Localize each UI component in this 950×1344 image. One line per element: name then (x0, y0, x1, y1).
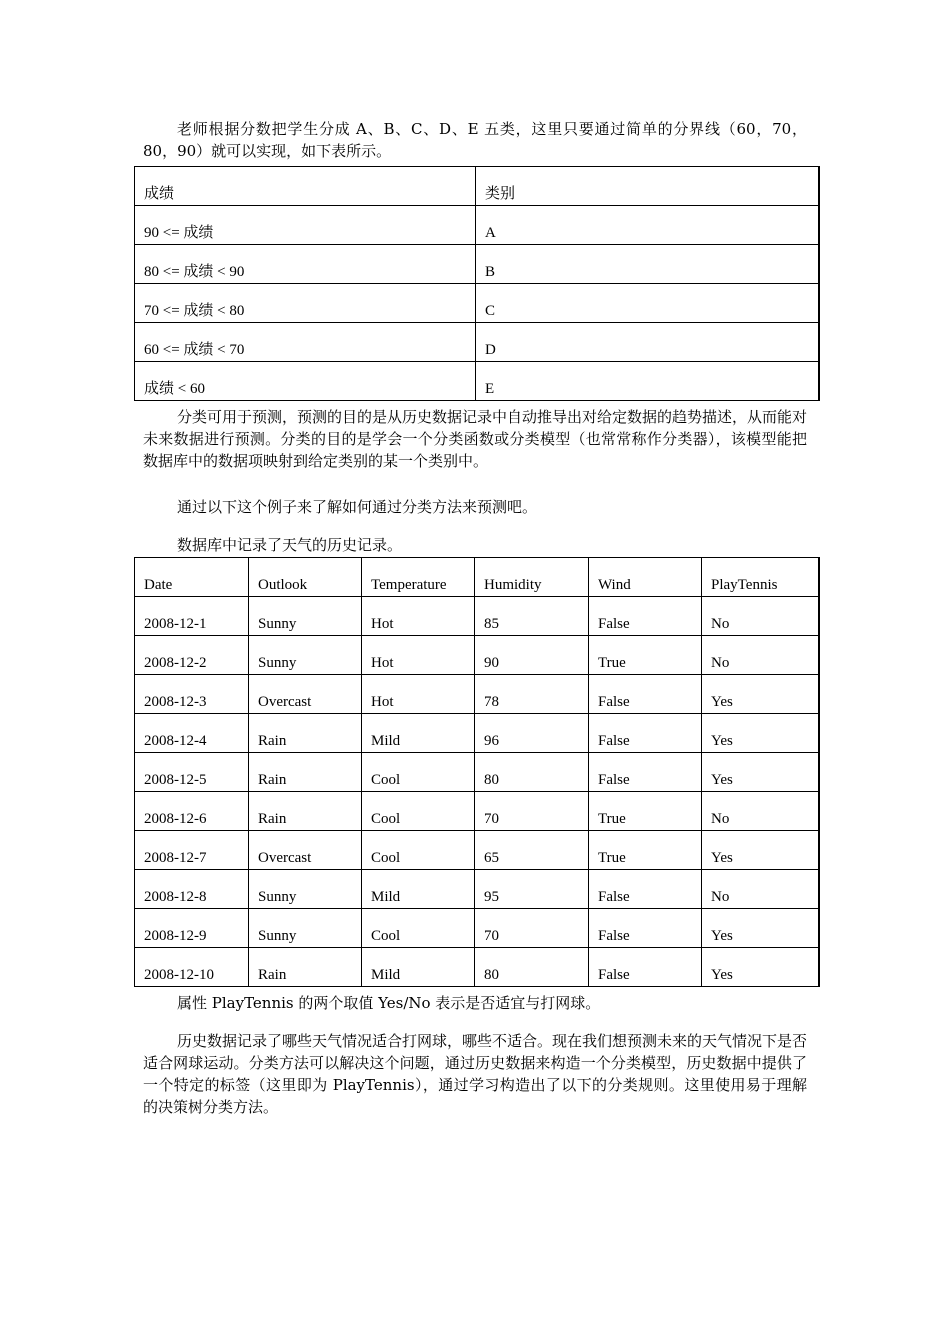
table-cell: 70 <= 成绩 < 80 (135, 284, 476, 323)
table-cell: 2008-12-9 (135, 909, 249, 948)
table-cell: 2008-12-5 (135, 753, 249, 792)
table-cell: 60 <= 成绩 < 70 (135, 323, 476, 362)
table-cell: 70 (475, 792, 589, 831)
table-row (135, 714, 819, 753)
table-cell: 2008-12-1 (135, 597, 249, 636)
intro-paragraph: 老师根据分数把学生分成 A、B、C、D、E 五类，这里只要通过简单的分界线（60，70，80，90）就可以实现，如下表所示。 (143, 120, 807, 160)
table-row (135, 362, 819, 401)
grade-classification-table (134, 166, 820, 401)
table-cell: 2008-12-4 (135, 714, 249, 753)
table-cell: 2008-12-7 (135, 831, 249, 870)
table-cell: 80 (475, 948, 589, 987)
table-cell: Cool (362, 792, 475, 831)
table-cell: False (589, 870, 702, 909)
table-cell: 80 (475, 753, 589, 792)
table-cell: False (589, 948, 702, 987)
table-cell: Yes (702, 675, 819, 714)
table-row (135, 245, 819, 284)
table-cell: Hot (362, 675, 475, 714)
header-cell-wind: Wind (589, 558, 702, 597)
header-cell-date: Date (135, 558, 249, 597)
table-cell: 2008-12-3 (135, 675, 249, 714)
table-row (135, 792, 819, 831)
table-cell: Sunny (249, 909, 362, 948)
table-cell: Mild (362, 870, 475, 909)
classification-paragraph: 分类可用于预测，预测的目的是从历史数据记录中自动推导出对给定数据的趋势描述，从而能对未来数据进行预测。分类的目的是学会一个分类函数或分类模型（也常常称作分类器），该模型能把数据库中的数据项映射到给定类别的某一个类别中。 (143, 408, 808, 470)
table-row (135, 753, 819, 792)
header-cell-humidity: Humidity (475, 558, 589, 597)
table-row (135, 206, 819, 245)
table-cell: 80 <= 成绩 < 90 (135, 245, 476, 284)
table-cell: Rain (249, 714, 362, 753)
table-header-row (135, 167, 819, 206)
attribute-paragraph: 属性 PlayTennis 的两个取值 Yes/No 表示是否适宜与打网球。 (177, 994, 601, 1012)
table-cell: True (589, 636, 702, 675)
table-cell: 成绩 < 60 (135, 362, 476, 401)
table-cell: False (589, 714, 702, 753)
table-row (135, 597, 819, 636)
table-cell: 65 (475, 831, 589, 870)
table-row (135, 323, 819, 362)
header-cell: 类别 (476, 167, 819, 206)
table-row (135, 636, 819, 675)
table-cell: 95 (475, 870, 589, 909)
table-row (135, 831, 819, 870)
table-cell: Rain (249, 792, 362, 831)
table-cell: 85 (475, 597, 589, 636)
table-cell: 78 (475, 675, 589, 714)
table-cell: 2008-12-6 (135, 792, 249, 831)
table-cell: No (702, 870, 819, 909)
table-row (135, 870, 819, 909)
table-cell: Sunny (249, 597, 362, 636)
weather-history-table (134, 557, 820, 987)
table-cell: 70 (475, 909, 589, 948)
header-cell-playtennis: PlayTennis (702, 558, 819, 597)
table-cell: False (589, 597, 702, 636)
table-cell: Rain (249, 753, 362, 792)
table-cell: Cool (362, 753, 475, 792)
table-cell: No (702, 636, 819, 675)
table-cell: False (589, 675, 702, 714)
table-cell: No (702, 597, 819, 636)
table-cell: Mild (362, 714, 475, 753)
table-cell: Yes (702, 831, 819, 870)
table-cell: 2008-12-8 (135, 870, 249, 909)
table-cell: C (476, 284, 819, 323)
header-cell-outlook: Outlook (249, 558, 362, 597)
table-cell: Hot (362, 636, 475, 675)
table-cell: B (476, 245, 819, 284)
table-cell: Rain (249, 948, 362, 987)
table-cell: No (702, 792, 819, 831)
history-paragraph: 历史数据记录了哪些天气情况适合打网球，哪些不适合。现在我们想预测未来的天气情况下是否适合网球运动。分类方法可以解决这个问题，通过历史数据来构造一个分类模型，历史数据中提供了一个特定的标签（这里即为 PlayTennis），通过学习构造出了以下的分类规则。这里使用易于理解的决策树分类方法。 (143, 1032, 808, 1116)
table-cell: Overcast (249, 831, 362, 870)
table-cell: Overcast (249, 675, 362, 714)
table-cell: 90 <= 成绩 (135, 206, 476, 245)
table-cell: True (589, 792, 702, 831)
header-cell: 成绩 (135, 167, 476, 206)
table-cell: Yes (702, 948, 819, 987)
table-cell: Cool (362, 831, 475, 870)
table-row (135, 284, 819, 323)
table-cell: Sunny (249, 870, 362, 909)
table-row (135, 948, 819, 987)
table-cell: A (476, 206, 819, 245)
table-cell: E (476, 362, 819, 401)
table-cell: 2008-12-10 (135, 948, 249, 987)
table-cell: Yes (702, 753, 819, 792)
table-cell: Cool (362, 909, 475, 948)
table-cell: 2008-12-2 (135, 636, 249, 675)
table-cell: False (589, 909, 702, 948)
table-cell: False (589, 753, 702, 792)
table-cell: Yes (702, 909, 819, 948)
table-cell: Hot (362, 597, 475, 636)
table-row (135, 909, 819, 948)
table-cell: 96 (475, 714, 589, 753)
table-cell: True (589, 831, 702, 870)
database-paragraph: 数据库中记录了天气的历史记录。 (177, 536, 403, 554)
table-cell: Mild (362, 948, 475, 987)
table-header-row (135, 558, 819, 597)
table-cell: Sunny (249, 636, 362, 675)
table-cell: D (476, 323, 819, 362)
table-row (135, 675, 819, 714)
table-cell: Yes (702, 714, 819, 753)
table-cell: 90 (475, 636, 589, 675)
header-cell-temperature: Temperature (362, 558, 475, 597)
example-paragraph: 通过以下这个例子来了解如何通过分类方法来预测吧。 (177, 498, 538, 516)
